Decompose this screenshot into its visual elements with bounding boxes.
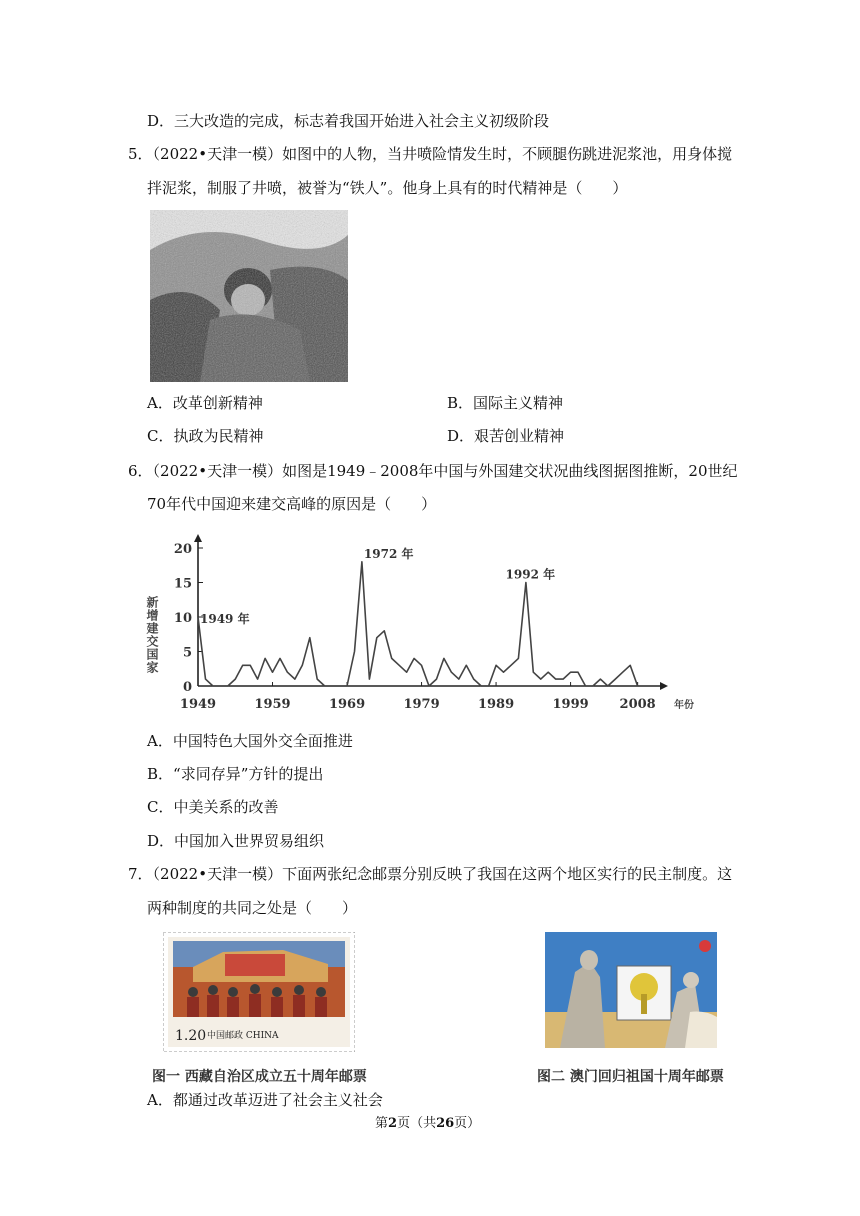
x-tick-label: 1979 — [403, 697, 440, 712]
q6-option-d: D．中国加入世界贸易组织 — [147, 832, 325, 850]
series-line — [198, 562, 638, 686]
q7-stem-line1: 7．（2022•天津一模）下面两张纪念邮票分别反映了我国在这两个地区实行的民主制度。这 — [128, 865, 733, 883]
q6-stem-line1: 6．（2022•天津一模）如图是1949﹣2008年中国与外国建交状况曲线图据图推断，20世纪 — [128, 462, 738, 480]
page-footer: 第2页（共26页） — [375, 1116, 481, 1131]
q6-stem-line2: 70年代中国迎来建交高峰的原因是（ ） — [147, 495, 437, 513]
y-axis-label: 新增建交国家 — [145, 596, 159, 674]
stamp2-caption: 图二 澳门回归祖国十周年邮票 — [537, 1069, 724, 1085]
q5-option-b: B．国际主义精神 — [447, 394, 564, 412]
y-axis-arrow — [194, 534, 202, 542]
stamp1-caption: 图一 西藏自治区成立五十周年邮票 — [152, 1069, 367, 1085]
stamp-country: 中国邮政 CHINA — [207, 1031, 279, 1041]
x-tick-label: 1959 — [254, 697, 291, 712]
stamp-face-value: 1.20 — [175, 1028, 207, 1044]
macau-stamp — [545, 932, 717, 1048]
q4-option-d: D．三大改造的完成，标志着我国开始进入社会主义初级阶段 — [147, 112, 550, 130]
peak-annotation: 1972 年 — [363, 546, 414, 561]
x-axis-arrow — [660, 682, 668, 690]
y-tick-label: 20 — [173, 542, 192, 557]
x-tick-label: 1969 — [328, 697, 366, 712]
q7-option-a: A．都通过改革迈进了社会主义社会 — [147, 1091, 383, 1109]
y-tick-label: 0 — [182, 680, 192, 695]
q5-option-d: D．艰苦创业精神 — [447, 427, 565, 445]
peak-annotation: 1949 年 — [200, 612, 250, 626]
x-tick-label: 2008 — [619, 697, 656, 712]
peak-annotation: 1992 年 — [505, 567, 556, 582]
x-axis-label: 年份 — [674, 700, 694, 711]
q6-option-a: A．中国特色大国外交全面推进 — [147, 732, 353, 750]
x-tick-label: 1989 — [477, 697, 515, 712]
x-tick-label: 1949 — [179, 697, 217, 712]
q5-option-a: A．改革创新精神 — [147, 394, 263, 412]
q5-option-c: C．执政为民精神 — [147, 427, 264, 445]
y-tick-label: 5 — [182, 645, 192, 661]
q7-stem-line2: 两种制度的共同之处是（ ） — [147, 899, 358, 917]
q6-option-b: B．“求同存异”方针的提出 — [147, 765, 324, 783]
x-tick-label: 1999 — [552, 697, 589, 712]
q5-photo — [150, 210, 348, 382]
y-tick-label: 15 — [173, 576, 192, 592]
q5-stem-line2: 拌泥浆，制服了井喷，被誉为“铁人”。他身上具有的时代精神是（ ） — [147, 179, 628, 197]
q5-stem-line1: 5．（2022•天津一模）如图中的人物，当井喷险情发生时，不顾腿伤跳进泥浆池，用身体搅 — [128, 145, 733, 163]
y-tick-label: 10 — [173, 611, 192, 626]
diplomatic-relations-chart — [140, 530, 710, 720]
q6-option-c: C．中美关系的改善 — [147, 798, 279, 816]
tibet-stamp — [163, 932, 355, 1052]
